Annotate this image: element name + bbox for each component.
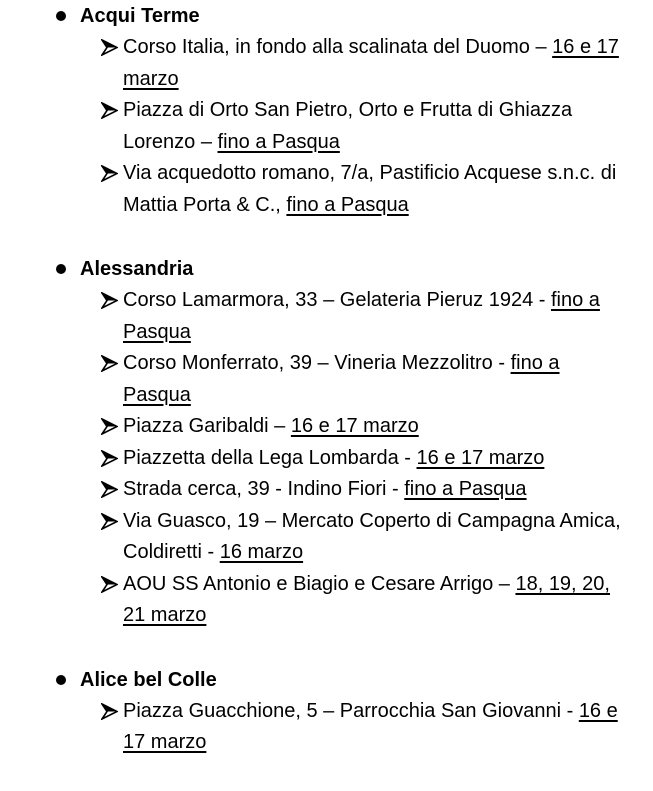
arrowhead-bullet-icon <box>101 481 118 498</box>
location-text: Piazza di Orto San Pietro, Orto e Frutta di Ghiazza Lorenzo – <box>123 99 573 153</box>
list-item <box>0 411 653 443</box>
arrowhead-bullet-icon <box>101 576 118 593</box>
arrowhead-bullet-icon <box>101 292 118 309</box>
location-text: Piazzetta della Lega Lombarda - <box>123 446 417 469</box>
list-item <box>0 95 653 158</box>
arrowhead-bullet-icon <box>101 165 118 182</box>
town-heading <box>0 0 653 32</box>
date-text: 16 marzo <box>219 541 304 563</box>
date-text: 16 e 17 marzo <box>416 446 545 469</box>
location-text: Corso Italia, in fondo alla scalinata del Duomo – <box>123 36 553 58</box>
arrowhead-bullet-icon <box>101 450 118 467</box>
list-item <box>0 506 653 569</box>
list-item <box>0 32 653 95</box>
date-text: fino a Pasqua <box>217 130 340 153</box>
list-item <box>0 158 653 221</box>
town-section <box>0 253 653 632</box>
location-text: Piazza Guacchione, 5 – Parrocchia San Giovanni - <box>123 699 579 722</box>
location-text: AOU SS Antonio e Biagio e Cesare Arrigo – <box>123 572 516 595</box>
town-name: Alessandria <box>80 258 194 280</box>
filled-circle-bullet-icon <box>56 11 66 21</box>
date-text: 16 e 17 marzo <box>123 699 618 753</box>
list-item <box>0 443 653 475</box>
town-heading <box>0 253 653 285</box>
list-item <box>0 696 653 759</box>
list-item <box>0 569 653 632</box>
town-name: Acqui Terme <box>80 5 200 27</box>
date-text: fino a Pasqua <box>123 352 560 406</box>
town-heading <box>0 664 653 696</box>
list-item <box>0 348 653 411</box>
arrowhead-bullet-icon <box>101 39 118 56</box>
date-text: 16 e 17 marzo <box>123 36 619 90</box>
filled-circle-bullet-icon <box>56 675 66 685</box>
date-text: fino a Pasqua <box>286 193 409 216</box>
list-item <box>0 474 653 506</box>
location-text: Corso Monferrato, 39 – Vineria Mezzolitro - <box>123 352 511 374</box>
town-section <box>0 664 653 759</box>
filled-circle-bullet-icon <box>56 264 66 274</box>
location-text: Corso Lamarmora, 33 – Gelateria Pieruz 1924 - <box>123 289 551 311</box>
location-text: Via acquedotto romano, 7/a, Pastificio Acquese s.n.c. di Mattia Porta & C., <box>123 162 617 216</box>
arrowhead-bullet-icon <box>101 418 118 435</box>
date-text: 18, 19, 20, 21 marzo <box>123 572 610 626</box>
arrowhead-bullet-icon <box>101 355 118 372</box>
date-text: 16 e 17 marzo <box>290 415 419 437</box>
town-name: Alice bel Colle <box>80 668 217 691</box>
arrowhead-bullet-icon <box>101 102 118 119</box>
arrowhead-bullet-icon <box>101 513 118 530</box>
location-text: Piazza Garibaldi – <box>123 415 291 437</box>
location-text: Via Guasco, 19 – Mercato Coperto di Campagna Amica, Coldiretti - <box>123 509 621 563</box>
location-text: Strada cerca, 39 - Indino Fiori - <box>123 478 405 500</box>
date-text: fino a Pasqua <box>123 289 600 343</box>
arrowhead-bullet-icon <box>101 703 118 720</box>
list-item <box>0 285 653 348</box>
town-section <box>0 0 653 221</box>
date-text: fino a Pasqua <box>404 478 527 500</box>
